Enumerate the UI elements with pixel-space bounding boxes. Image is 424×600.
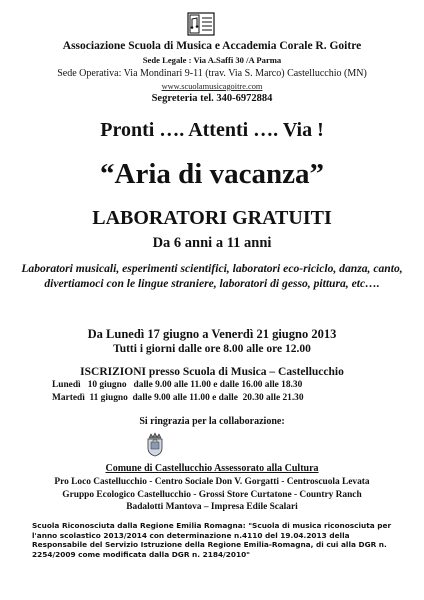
legal-office: Sede Legale : Via A.Saffi 30 /A Parma: [142, 55, 282, 65]
sponsor-line: Pro Loco Castellucchio - Centro Sociale Don V. Gorgatti - Centroscuola Levata: [54, 477, 370, 487]
age-range: Da 6 anni a 11 anni: [152, 235, 272, 251]
comune-sponsor: Comune di Castellucchio Assessorato alla Cultura: [105, 463, 319, 474]
sponsor-line: Badalotti Mantova – Impresa Edile Scalari: [126, 502, 298, 512]
registration-heading: ISCRIZIONI presso Scuola di Musica – Castellucchio: [80, 366, 344, 378]
recognition-footnote: Scuola Riconosciuta dalla Regione Emilia Romagna: "Scuola di musica riconosciuta per l'anno scolastico 2013/2014 con determinazione n.4110 del 19.04.2013 della Responsabile del Servizio Istruzione della Regione Emilia-Romagna, di cui alla DGR n. 2254/2009 come modificata dalla DGR n. 2184/2010": [32, 521, 392, 559]
operating-office: Sede Operativa: Via Mondinari 9-11 (trav. Via S. Marco) Castellucchio (MN): [57, 68, 367, 79]
registration-schedule-line: Lunedì 10 giugno dalle 9.00 alle 11.00 e dalle 16.00 alle 18.30: [52, 380, 303, 390]
tagline: Pronti …. Attenti …. Via !: [100, 119, 324, 141]
sponsor-line: Gruppo Ecologico Castellucchio - Grossi Store Curtatone - Country Ranch: [62, 490, 362, 500]
website-link[interactable]: www.scuolamusicagoitre.com: [161, 82, 263, 91]
event-title: “Aria di vacanza”: [100, 158, 324, 190]
municipal-crest-icon: [146, 432, 164, 457]
event-period: Da Lunedì 17 giugno a Venerdì 21 giugno 2013: [87, 327, 337, 341]
secretariat-phone: Segreteria tel. 340-6972884: [151, 93, 273, 104]
event-subtitle: LABORATORI GRATUITI: [92, 207, 332, 229]
organization-name: Associazione Scuola di Musica e Accademia Corale R. Goitre: [62, 40, 362, 52]
event-hours: Tutti i giorni dalle ore 8.00 alle ore 12.00: [113, 343, 311, 355]
registration-schedule-line: Martedì 11 giugno dalle 9.00 alle 11.00 e dalle 20.30 alle 21.30: [52, 393, 304, 403]
thanks-heading: Si ringrazia per la collaborazione:: [139, 416, 285, 427]
music-school-logo-icon: [187, 12, 215, 36]
activities-description: Laboratori musicali, esperimenti scientifici, laboratori eco-riciclo, danza, canto, divertiamoci con le lingue straniere, laboratori di gesso, pittura, etc….: [21, 262, 403, 290]
